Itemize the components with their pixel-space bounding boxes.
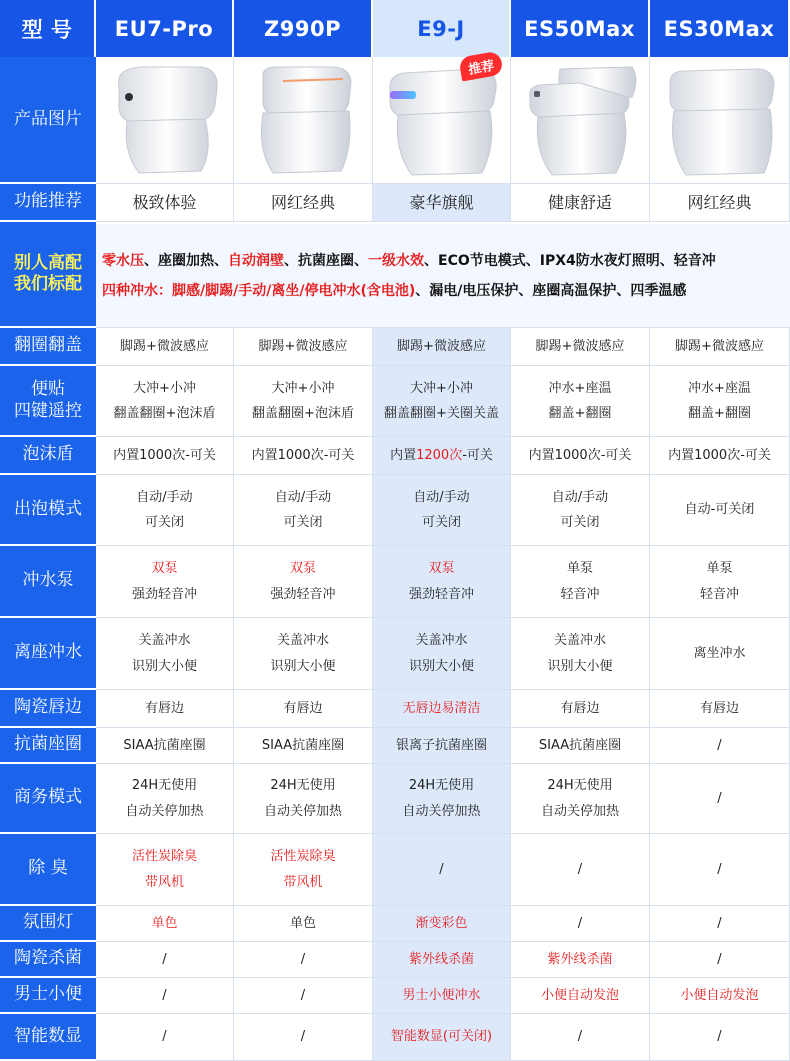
model-header-label [0, 0, 96, 57]
product-image-z990p [234, 57, 373, 184]
cell-business-es50max [511, 764, 650, 834]
value-text: 紫外线杀菌 [408, 951, 474, 967]
cell-ambient-z990p [234, 906, 373, 942]
cell-display-e9-j [373, 1014, 511, 1061]
toilet-z990p-icon [243, 61, 363, 179]
value-text: 有唇边 [560, 700, 600, 716]
value-text: 有唇边 [699, 700, 739, 716]
value-line: 自动/手动 [413, 489, 470, 505]
value-text: 智能数显(可关闭) [390, 1029, 493, 1045]
value-text: 极致体验 [132, 192, 197, 212]
cell-men-eu7-pro [96, 978, 234, 1014]
cell-men-es50max [511, 978, 650, 1014]
row-label-text: 便贴 [31, 379, 65, 400]
value-text: 网红经典 [687, 192, 752, 212]
value-text: 无唇边易清洁 [402, 700, 481, 716]
value-line: 自动关停加热 [125, 803, 204, 819]
cell-bubble-eu7-pro [96, 475, 234, 546]
value-text: 豪华旗舰 [409, 192, 474, 212]
cell-rim-e9-j [373, 690, 511, 728]
value-line: 可关闭 [144, 515, 184, 530]
row-label-text: 功能推荐 [14, 191, 82, 212]
cell-recommend-eu7-pro [96, 184, 234, 222]
value-line: 大冲+小冲 [133, 380, 196, 396]
toilet-es30max-icon [660, 61, 780, 179]
cell-recommend-e9-j [373, 184, 511, 222]
value-line: 双泵 [428, 561, 455, 577]
value-line: 自动关停加热 [402, 803, 481, 819]
cell-ambient-es30max [650, 906, 790, 942]
foam-highlight: 1200次 [416, 447, 463, 463]
cell-foam-z990p [234, 437, 373, 475]
value-line: 可关闭 [421, 515, 461, 530]
cell-seat-eu7-pro [96, 728, 234, 764]
value-line: 24H无使用 [547, 778, 613, 794]
cell-foam-eu7-pro [96, 437, 234, 475]
cell-flip-es30max [650, 328, 790, 366]
cell-deodor-z990p [234, 834, 373, 906]
value-text: SIAA抗菌座圈 [538, 737, 622, 753]
cell-business-eu7-pro [96, 764, 234, 834]
row-label-text: 冲水泵 [22, 570, 74, 591]
cell-men-es30max [650, 978, 790, 1014]
model-header-es30max [650, 0, 790, 57]
value-line: 单泵 [566, 561, 593, 577]
row-label-display [0, 1014, 96, 1061]
value-text: / [300, 951, 306, 967]
cell-deodor-e9-j [373, 834, 511, 906]
value-line: 带风机 [283, 874, 323, 890]
value-text: / [162, 987, 167, 1003]
row-label-ambient [0, 906, 96, 942]
value-text: 单色 [289, 915, 316, 931]
value-text: 单色 [151, 915, 178, 931]
cell-rim-es50max [511, 690, 650, 728]
cell-pump-es30max [650, 546, 790, 618]
cell-pump-e9-j [373, 546, 511, 618]
cell-ambient-eu7-pro [96, 906, 234, 942]
row-label-text: 翻圈翻盖 [14, 335, 82, 356]
product-image-es50max [511, 57, 650, 184]
feature-segment: 四种冲水：脚感/脚踢/手动/离坐/停电冲水(含电池) [102, 283, 416, 299]
cell-business-es30max [650, 764, 790, 834]
feature-segment: 、漏电/电压保护、座圈高温保护、四季温感 [415, 283, 687, 299]
row-label-leave [0, 618, 96, 690]
value-text: / [717, 951, 722, 967]
cell-rim-es30max [650, 690, 790, 728]
row-label-text: 商务模式 [14, 787, 82, 808]
value-text: 男士小便冲水 [402, 987, 481, 1003]
cell-display-z990p [234, 1014, 373, 1061]
row-label-business [0, 764, 96, 834]
cell-display-eu7-pro [96, 1014, 234, 1061]
cell-foam-es30max [650, 437, 790, 475]
value-line: 翻盖+翻圈 [548, 406, 612, 421]
cell-sterilize-eu7-pro [96, 942, 234, 978]
row-label-recommend [0, 184, 96, 222]
value-text: 渐变彩色 [415, 915, 468, 931]
row-label-text: 抗菌座圈 [14, 734, 82, 755]
value-text: 脚踢+微波感应 [675, 338, 764, 354]
cell-men-z990p [234, 978, 373, 1014]
value-line: 自动-可关闭 [684, 502, 755, 518]
value-line: 活性炭除臭 [270, 849, 336, 865]
value-line: 冲水+座温 [548, 380, 612, 396]
model-name: E9-J [417, 16, 465, 41]
toilet-e9j-icon [382, 61, 502, 179]
value-line: 24H无使用 [131, 778, 198, 794]
value-line: 单泵 [706, 561, 733, 577]
row-label-text: 氛围灯 [22, 912, 74, 933]
row-label-deodor [0, 834, 96, 906]
row-label-text: 陶瓷杀菌 [14, 948, 82, 969]
value-text: / [300, 987, 306, 1003]
row-label-text: 离座冲水 [14, 642, 82, 663]
product-image-eu7-pro [96, 57, 234, 184]
cell-bubble-z990p [234, 475, 373, 546]
model-name: ES30Max [663, 16, 775, 41]
value-text: 内置1000次-可关 [528, 447, 632, 463]
row-label-sterilize [0, 942, 96, 978]
cell-foam-es50max [511, 437, 650, 475]
value-text: 脚踢+微波感应 [258, 338, 348, 354]
value-text: / [162, 951, 167, 967]
cell-leave-z990p [234, 618, 373, 690]
value-text: 紫外线杀菌 [547, 951, 613, 967]
value-text: 银离子抗菌座圈 [395, 737, 487, 753]
cell-flip-z990p [234, 328, 373, 366]
row-label-standard-features [0, 222, 96, 328]
value-text: / [577, 915, 583, 931]
value-line: 自动/手动 [274, 489, 332, 505]
value-line: 可关闭 [283, 515, 323, 530]
value-text: 小便自动发泡 [680, 987, 759, 1003]
value-line: 识别大小便 [547, 658, 613, 674]
cell-display-es50max [511, 1014, 650, 1061]
cell-seat-e9-j [373, 728, 511, 764]
value-text: 内置1000次-可关 [668, 447, 771, 463]
model-header-eu7-pro [96, 0, 234, 57]
value-line: / [439, 861, 444, 877]
row-label-bubble [0, 475, 96, 546]
model-header-z990p [234, 0, 373, 57]
cell-leave-es30max [650, 618, 790, 690]
row-label-pump [0, 546, 96, 618]
row-label-flip [0, 328, 96, 366]
value-text: / [717, 915, 722, 931]
cell-foam-e9-j [373, 437, 511, 475]
row-label-text: 泡沫盾 [22, 444, 74, 465]
cell-business-e9-j [373, 764, 511, 834]
value-line: 翻盖翻圈+泡沫盾 [113, 406, 216, 421]
cell-flip-es50max [511, 328, 650, 366]
value-line: 自动关停加热 [540, 803, 619, 819]
cell-flip-eu7-pro [96, 328, 234, 366]
feature-segment: 、座圈加热、 [144, 253, 228, 269]
value-text: SIAA抗菌座圈 [261, 737, 345, 753]
row-label-text: 陶瓷唇边 [14, 697, 82, 718]
model-header-e9-j [373, 0, 511, 57]
value-line: 强劲轻音冲 [408, 586, 474, 602]
value-text: 内置1000次-可关 [251, 447, 355, 463]
value-line: 自动/手动 [136, 489, 193, 505]
row-label-remote [0, 366, 96, 437]
features-line1 [102, 246, 790, 276]
features-line2 [102, 276, 790, 306]
value-line: 带风机 [144, 874, 184, 890]
value-line: 强劲轻音冲 [270, 586, 336, 602]
recommend-badge: 推荐 [458, 51, 504, 82]
cell-display-es30max [650, 1014, 790, 1061]
value-line: 关盖冲水 [138, 633, 191, 649]
cell-leave-eu7-pro [96, 618, 234, 690]
feature-segment: 一级水效 [368, 253, 424, 269]
cell-bubble-es50max [511, 475, 650, 546]
value-line: 翻盖+翻圈 [688, 406, 751, 421]
cell-remote-es50max [511, 366, 650, 437]
cell-pump-z990p [234, 546, 373, 618]
value-text: 有唇边 [283, 700, 323, 716]
foam-prefix: 内置 [390, 447, 417, 463]
row-label-text: 出泡模式 [14, 498, 82, 519]
cell-sterilize-z990p [234, 942, 373, 978]
cell-rim-z990p [234, 690, 373, 728]
value-line: 识别大小便 [408, 658, 474, 674]
value-text: 脚踢+微波感应 [120, 338, 209, 354]
row-label-text: 智能数显 [14, 1025, 82, 1046]
cell-recommend-z990p [234, 184, 373, 222]
value-line: 24H无使用 [270, 778, 336, 794]
value-line: 轻音冲 [560, 586, 600, 602]
value-line: 自动/手动 [551, 489, 609, 505]
row-label-foam [0, 437, 96, 475]
row-label-image [0, 57, 96, 184]
cell-recommend-es50max [511, 184, 650, 222]
cell-ambient-e9-j [373, 906, 511, 942]
value-line: 大冲+小冲 [271, 380, 335, 396]
cell-men-e9-j [373, 978, 511, 1014]
cell-remote-e9-j [373, 366, 511, 437]
value-line: 轻音冲 [699, 586, 739, 602]
value-text: 小便自动发泡 [540, 987, 619, 1003]
value-text: 脚踢+微波感应 [535, 338, 625, 354]
value-line: 自动关停加热 [263, 803, 342, 819]
value-line: 双泵 [151, 561, 178, 577]
value-line: 关盖冲水 [276, 633, 329, 649]
model-header-text: 型 号 [21, 17, 73, 42]
value-text: SIAA抗菌座圈 [123, 737, 206, 753]
cell-pump-eu7-pro [96, 546, 234, 618]
value-line: 关盖冲水 [415, 633, 468, 649]
cell-remote-es30max [650, 366, 790, 437]
row-label-text: 别人高配 [14, 252, 82, 273]
value-line: 冲水+座温 [688, 380, 751, 396]
cell-leave-es50max [511, 618, 650, 690]
value-line: 翻盖翻圈+泡沫盾 [252, 406, 354, 421]
value-line: 翻盖翻圈+关圈关盖 [384, 406, 499, 421]
value-line: / [577, 861, 583, 877]
value-line: 强劲轻音冲 [131, 586, 197, 602]
value-line: 识别大小便 [270, 658, 336, 674]
value-text: 脚踢+微波感应 [397, 338, 486, 354]
foam-e9-value [390, 443, 493, 468]
value-line: 离坐冲水 [693, 645, 746, 661]
value-line: / [717, 790, 722, 806]
toilet-eu7pro-icon [105, 61, 225, 179]
value-text: 健康舒适 [547, 192, 612, 212]
value-line: 大冲+小冲 [410, 380, 473, 396]
value-text: 有唇边 [144, 700, 184, 716]
value-text: 内置1000次-可关 [113, 447, 216, 463]
row-label-text: 产品图片 [14, 108, 82, 129]
cell-seat-z990p [234, 728, 373, 764]
value-text: / [300, 1029, 306, 1045]
value-text: 网红经典 [270, 192, 335, 212]
cell-seat-es50max [511, 728, 650, 764]
cell-sterilize-es50max [511, 942, 650, 978]
value-text: / [577, 1029, 583, 1045]
features-list [96, 224, 790, 328]
cell-rim-eu7-pro [96, 690, 234, 728]
cell-flip-e9-j [373, 328, 511, 366]
feature-segment: 、抗菌座圈、 [284, 253, 368, 269]
cell-recommend-es30max [650, 184, 790, 222]
feature-segment: 零水压 [102, 253, 144, 269]
value-line: 可关闭 [560, 515, 600, 530]
model-name: Z990P [264, 16, 341, 41]
model-name: ES50Max [524, 16, 635, 41]
cell-bubble-es30max [650, 475, 790, 546]
cell-deodor-es30max [650, 834, 790, 906]
cell-bubble-e9-j [373, 475, 511, 546]
feature-segment: 、ECO节电模式、IPX4防水夜灯照明、轻音冲 [424, 253, 716, 269]
value-line: 双泵 [289, 561, 316, 577]
cell-deodor-eu7-pro [96, 834, 234, 906]
row-label-text: 我们标配 [14, 274, 82, 294]
toilet-es50max-icon [520, 61, 640, 179]
cell-pump-es50max [511, 546, 650, 618]
row-label-text: 除 臭 [28, 858, 68, 879]
value-text: / [717, 1029, 722, 1045]
value-text: / [717, 737, 722, 753]
cell-deodor-es50max [511, 834, 650, 906]
model-header-es50max [511, 0, 650, 57]
value-line: 识别大小便 [131, 658, 197, 674]
row-label-rim [0, 690, 96, 728]
cell-sterilize-e9-j [373, 942, 511, 978]
foam-suffix: -可关 [462, 447, 493, 463]
feature-segment: 自动润壁 [228, 253, 284, 269]
cell-ambient-es50max [511, 906, 650, 942]
cell-seat-es30max [650, 728, 790, 764]
cell-sterilize-es30max [650, 942, 790, 978]
row-label-seat [0, 728, 96, 764]
model-name: EU7-Pro [114, 16, 214, 41]
cell-remote-eu7-pro [96, 366, 234, 437]
value-text: / [162, 1029, 167, 1045]
cell-remote-z990p [234, 366, 373, 437]
value-line: 活性炭除臭 [131, 849, 197, 865]
value-line: 关盖冲水 [553, 633, 606, 649]
cell-leave-e9-j [373, 618, 511, 690]
product-image-es30max [650, 57, 790, 184]
row-label-text: 男士小便 [14, 984, 82, 1005]
value-line: / [717, 861, 722, 877]
row-label-text: 四键遥控 [14, 400, 82, 421]
row-label-men [0, 978, 96, 1014]
value-line: 24H无使用 [408, 778, 475, 794]
cell-business-z990p [234, 764, 373, 834]
